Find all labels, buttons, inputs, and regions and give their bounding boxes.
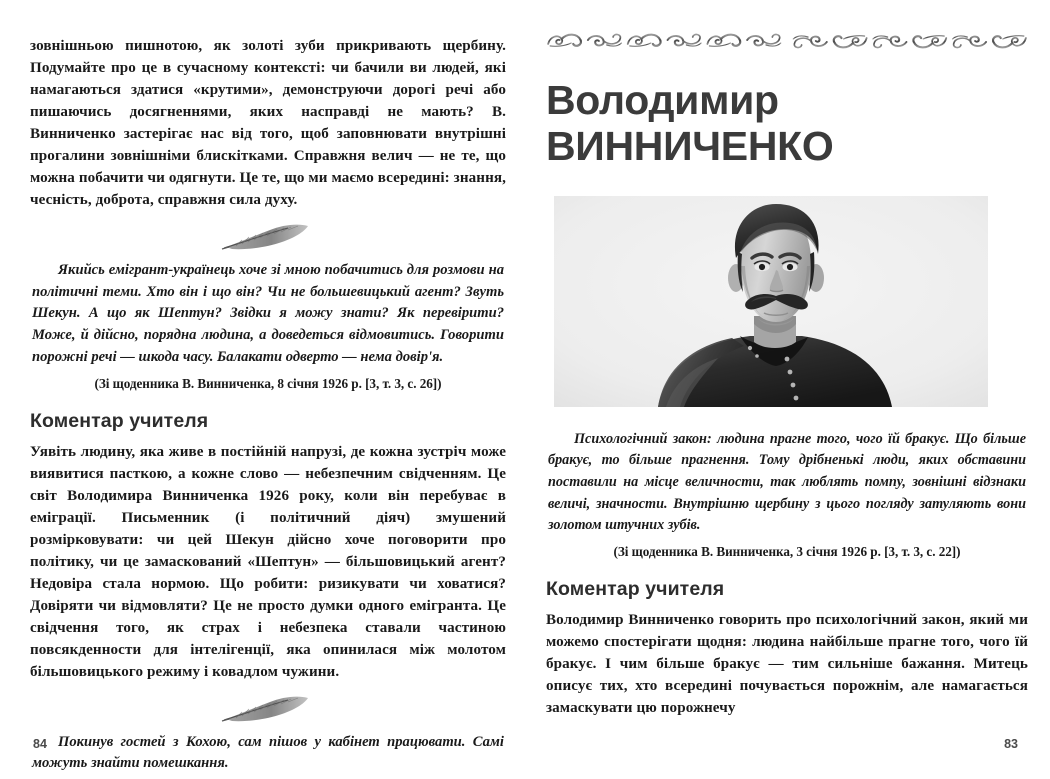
portrait-image	[554, 196, 988, 407]
left-page	[0, 0, 520, 779]
left-body-paragraph: зовнішньою пишнотою, як золоті зуби прикривають щербину. Подумайте про це в сучасному контексті: чи бачили ви людей, які намагаються здатися «крутими», демонструючи дорогі речі або пишаючись досягненнями, яких насправді не мають? В. Винниченко застерігає нас від того, щоб заповнювати внутрішні прогалини зовнішніми блискітками. Справжня велич — не те, що можна побачити чи одягнути. Це те, що ми маємо всередині: знання, чесність, доброта, справжня сила духу.	[30, 38, 507, 208]
right-commentary-heading: Коментар учителя	[546, 577, 725, 600]
folio-right: 83	[1004, 737, 1018, 751]
page-title	[546, 78, 1028, 170]
portrait-photo	[554, 196, 988, 407]
right-page	[520, 0, 1050, 779]
left-commentary-text: Уявіть людину, яка живе в постійній напрузі, де кожна зустріч може виявитися пасткою, а кожне слово — небезпечним свідченням. Це світ Володимира Винниченка 1926 року, коли він перебуває в еміграції. Письменник (і політичний діяч) змушений розмірковувати: чи цей Шекун дійсно хоче поговорити про політику, чи це замаскований «Шептун» — більшовицький агент? Недовіра стала нормою. Що робити: ризикувати чи ховатися? Довіряти чи відмовляти? Це не просто думки одного емігранта. Це свідчення того, як страх і небезпека ставали частиною повсякденности для інтелігенції, яка опинилася між молотом більшовицького режиму і ковадлом чужини.	[30, 444, 506, 680]
right-diary-attribution: (Зі щоденника В. Винниченка, 3 січня 1926 р. [3, т. 3, с. 22])	[613, 543, 961, 559]
folio-left: 84	[33, 737, 47, 751]
left-bottom-quote: Покинув гостей з Кохою, сам пішов у кабінет працювати. Самі можуть знайти помешкання.	[32, 733, 504, 772]
left-commentary-heading: Коментар учителя	[30, 410, 209, 433]
right-commentary-text: Володимир Винниченко говорить про психологічний закон, який ми можемо спостерігати щодня: людина найбільше прагне того, чого їй бракує. І чим більше бракує — тим сильніше бажання. Митець описує тих, хто всередині почувається порожнім, але намагається замаскувати цю порожнечу	[546, 611, 1028, 716]
feather-ornament-bottom-left	[30, 684, 506, 732]
left-diary-attribution: (Зі щоденника В. Винниченка, 8 січня 1926 р. [3, т. 3, с. 26])	[94, 376, 442, 392]
feather-ornament-top-left	[30, 212, 506, 260]
title-line-1: Володимир	[546, 77, 779, 123]
feather-icon	[220, 222, 316, 252]
feather-icon	[220, 694, 316, 724]
title-line-2: ВИННИЧЕНКО	[546, 122, 834, 169]
right-diary-quote: Психологічний закон: людина прагне того, чого їй бракує. Що більше бракує, то більше прагнення. Тому дрібненькі люди, яких обставини поставили на місце величности, так люблять помпу, зовнішні відзнаки величі, значности. Внутрішню щербину з цього погляду затуляють вони золотом штучних зубів.	[548, 430, 1026, 534]
left-diary-quote: Якийсь емігрант-українець хоче зі мною побачитись для розмови на політичні теми. Хто він і що він? Чи не большевицький агент? Звуть Шекун. А що як Шептун? Звідки я можу знати? Як перевірити? Може, й дійсно, порядна людина, а доведеться відмовитись. Говорити порожні речі — шкода часу. Балакати одверто — нема довір'я.	[32, 261, 504, 366]
scrollwork-border-icon	[546, 30, 1028, 52]
